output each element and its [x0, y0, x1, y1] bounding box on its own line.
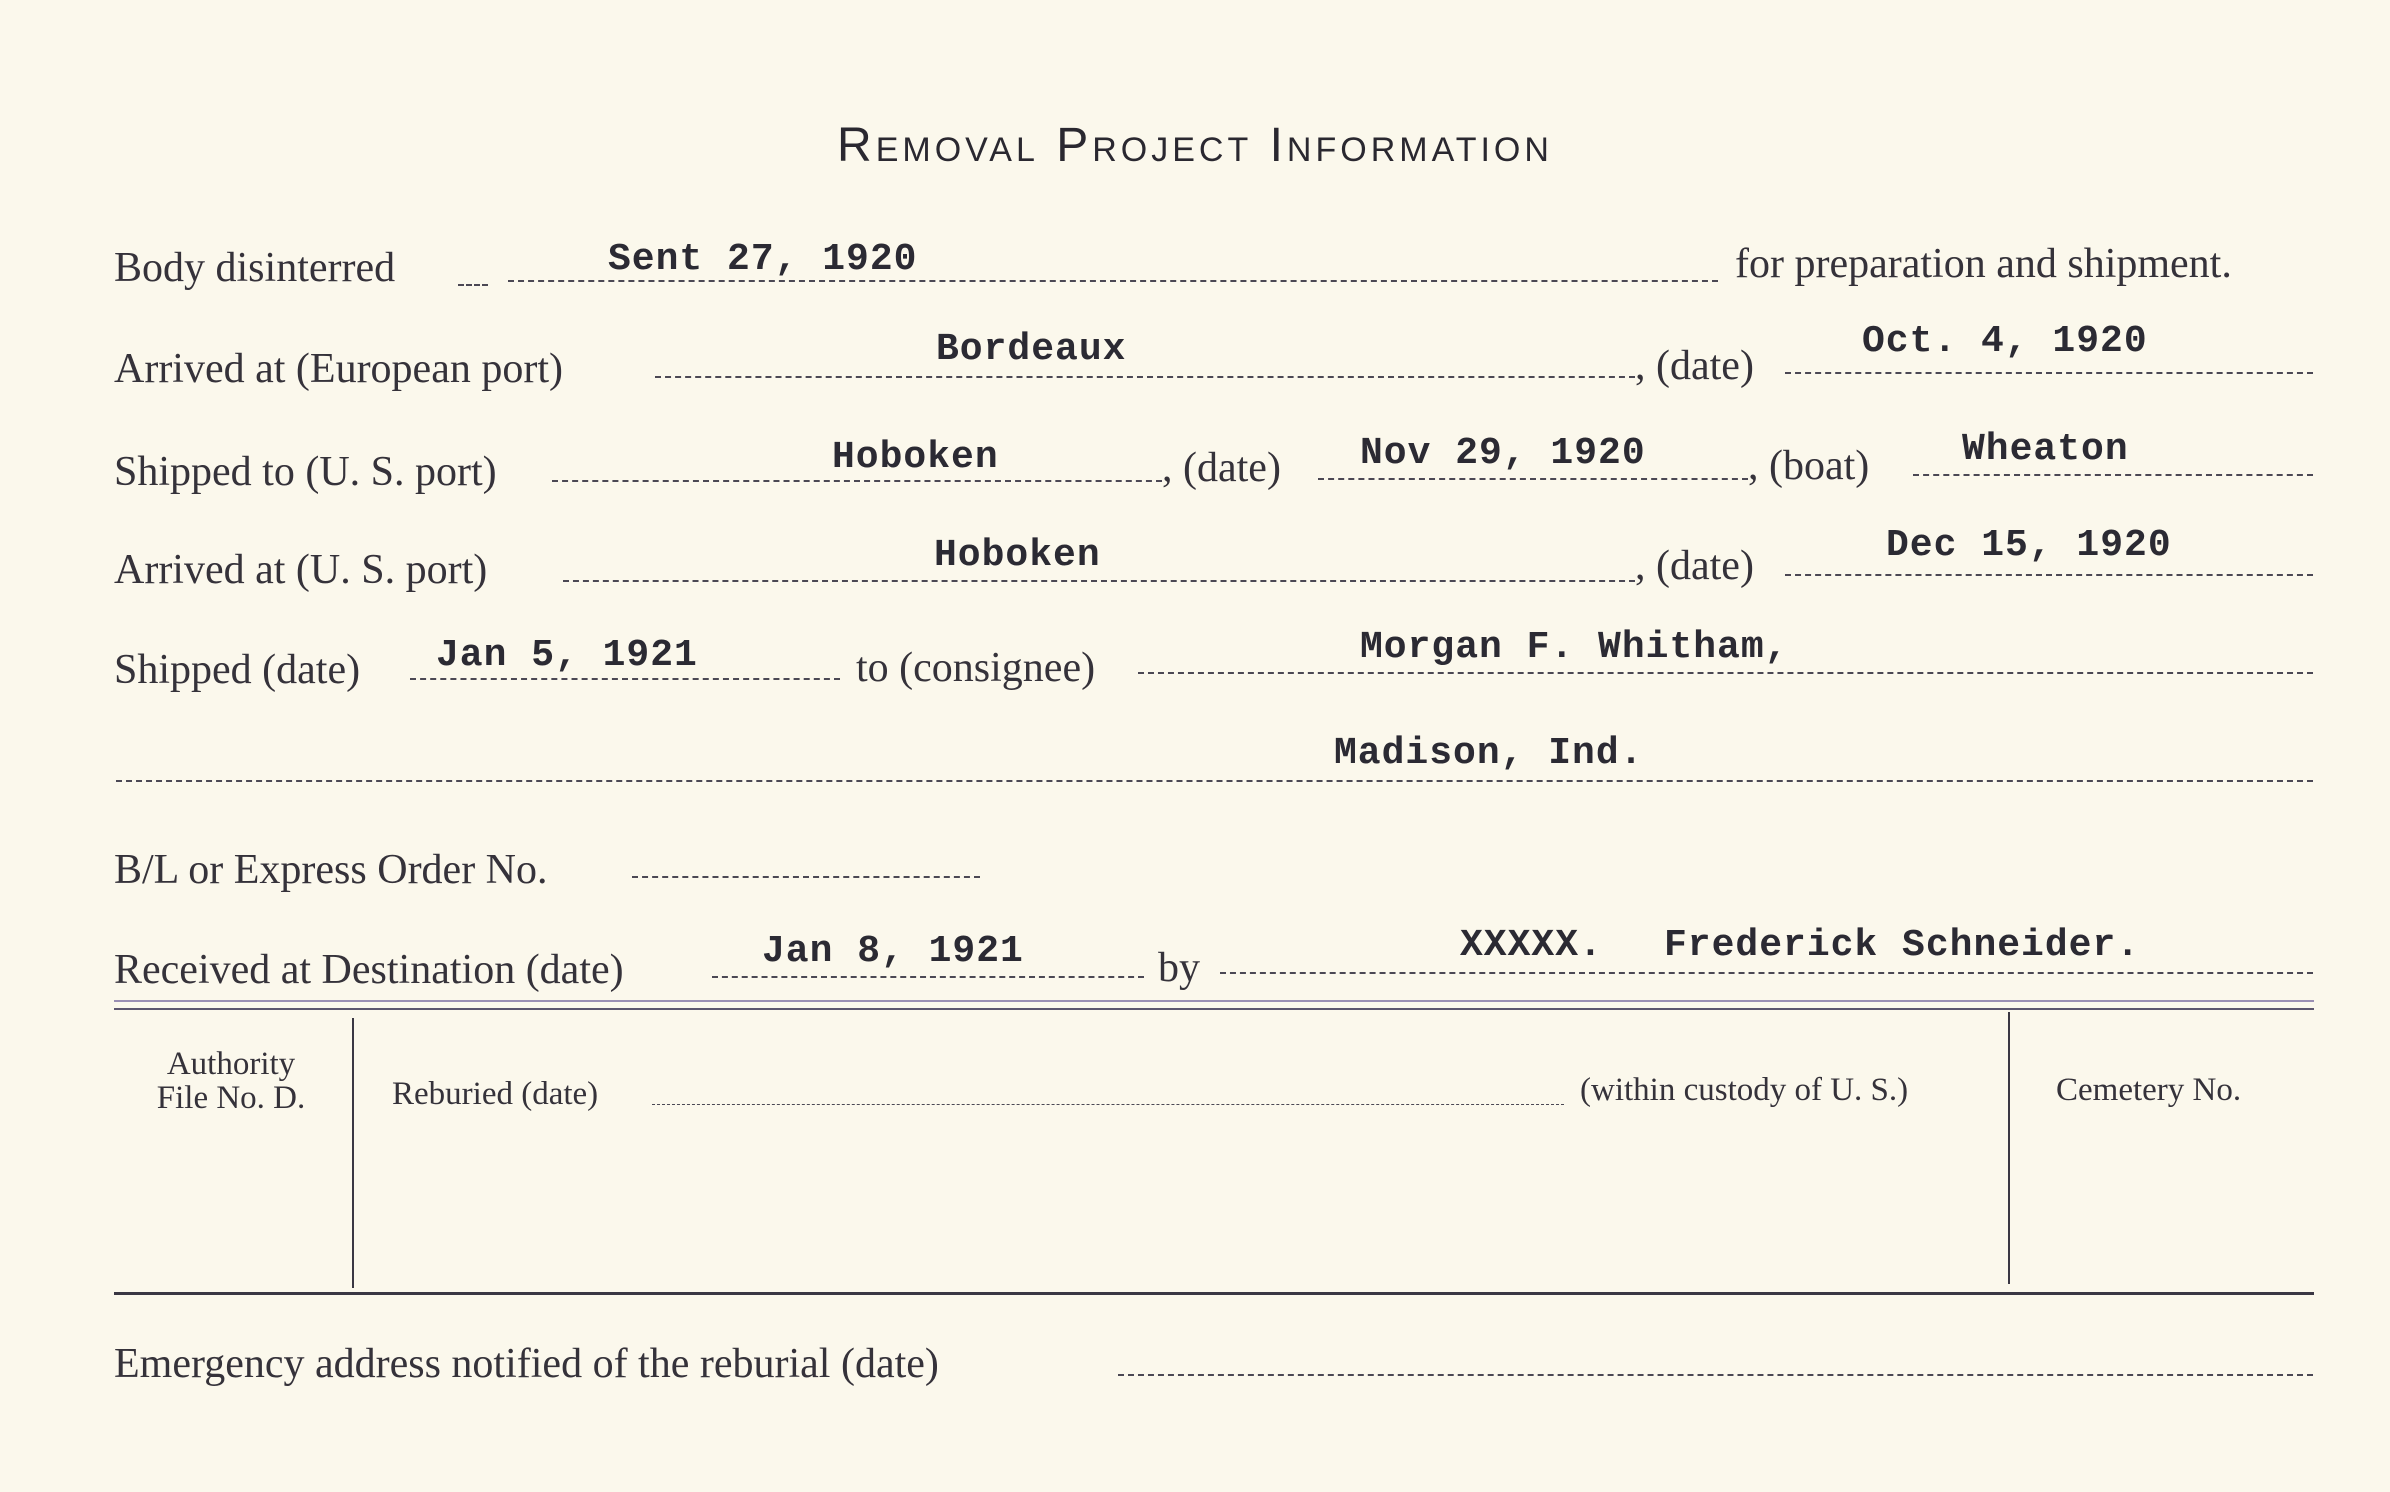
custody-label: (within custody of U. S.) [1580, 1072, 1909, 1108]
arrived-us-date-label: , (date) [1635, 543, 1754, 589]
shipped-us-date-line [1318, 478, 1748, 480]
consignee-name: Morgan F. Whitham, [1360, 626, 1789, 669]
shipped-us-boat-label: , (boat) [1748, 443, 1870, 489]
table-top-rule-2 [114, 1008, 2314, 1010]
shipped-us-line [552, 480, 1162, 482]
arrived-eu-line [655, 376, 1635, 378]
received-label: Received at Destination (date) [114, 947, 624, 993]
emergency-line [1118, 1374, 2313, 1376]
arrived-us-line [563, 580, 1635, 582]
arrived-us-date: Dec 15, 1920 [1886, 524, 2172, 567]
disinterred-suffix: for preparation and shipment. [1735, 241, 2232, 287]
shipped-us-boat: Wheaton [1962, 428, 2129, 471]
arrived-eu-label: Arrived at (European port) [114, 346, 563, 392]
shipped-date: Jan 5, 1921 [436, 634, 698, 677]
consignee-line-2 [116, 780, 2313, 782]
arrived-us-label: Arrived at (U. S. port) [114, 547, 488, 593]
arrived-eu-port: Bordeaux [936, 328, 1127, 371]
arrived-us-date-line [1785, 574, 2313, 576]
shipped-date-line [410, 678, 840, 680]
received-struck-text: XXXXX. [1460, 924, 1603, 967]
consignee-label: to (consignee) [856, 645, 1096, 691]
shipped-us-boat-line [1913, 474, 2313, 476]
disinterred-label: Body disinterred [114, 245, 396, 291]
shipped-us-port: Hoboken [832, 436, 999, 479]
arrived-eu-date-line [1785, 372, 2313, 374]
shipped-us-date: Nov 29, 1920 [1360, 432, 1646, 475]
cemetery-label: Cemetery No. [2056, 1072, 2242, 1108]
received-by-line [1220, 972, 2313, 974]
emergency-label: Emergency address notified of the reburial (date) [114, 1341, 939, 1387]
shipped-us-label: Shipped to (U. S. port) [114, 449, 497, 495]
disinterred-value: Sent 27, 1920 [608, 238, 918, 281]
shipped-label: Shipped (date) [114, 647, 361, 693]
table-divider-right [2008, 1012, 2010, 1284]
consignee-address: Madison, Ind. [1334, 732, 1644, 775]
bl-label: B/L or Express Order No. [114, 847, 548, 893]
arrived-eu-date: Oct. 4, 1920 [1862, 320, 2148, 363]
received-date-line [712, 976, 1144, 978]
card-title: Removal Project Information [837, 119, 1553, 172]
shipped-us-date-label: , (date) [1162, 445, 1281, 491]
consignee-line-1 [1138, 672, 2313, 674]
reburied-line [652, 1104, 1564, 1105]
authority-label-1: Authority [166, 1046, 296, 1082]
arrived-eu-date-label: , (date) [1635, 343, 1754, 389]
table-top-rule-1 [114, 1000, 2314, 1002]
arrived-us-port: Hoboken [934, 534, 1101, 577]
authority-label-2: File No. D. [156, 1080, 306, 1116]
received-by: Frederick Schneider. [1664, 924, 2141, 967]
bl-line [632, 876, 980, 878]
table-divider-left [352, 1018, 354, 1288]
received-by-label: by [1158, 945, 1200, 991]
disinterred-line-a [458, 284, 488, 286]
table-bottom-rule [114, 1292, 2314, 1295]
reburied-label: Reburied (date) [392, 1076, 599, 1112]
received-date: Jan 8, 1921 [762, 930, 1024, 973]
